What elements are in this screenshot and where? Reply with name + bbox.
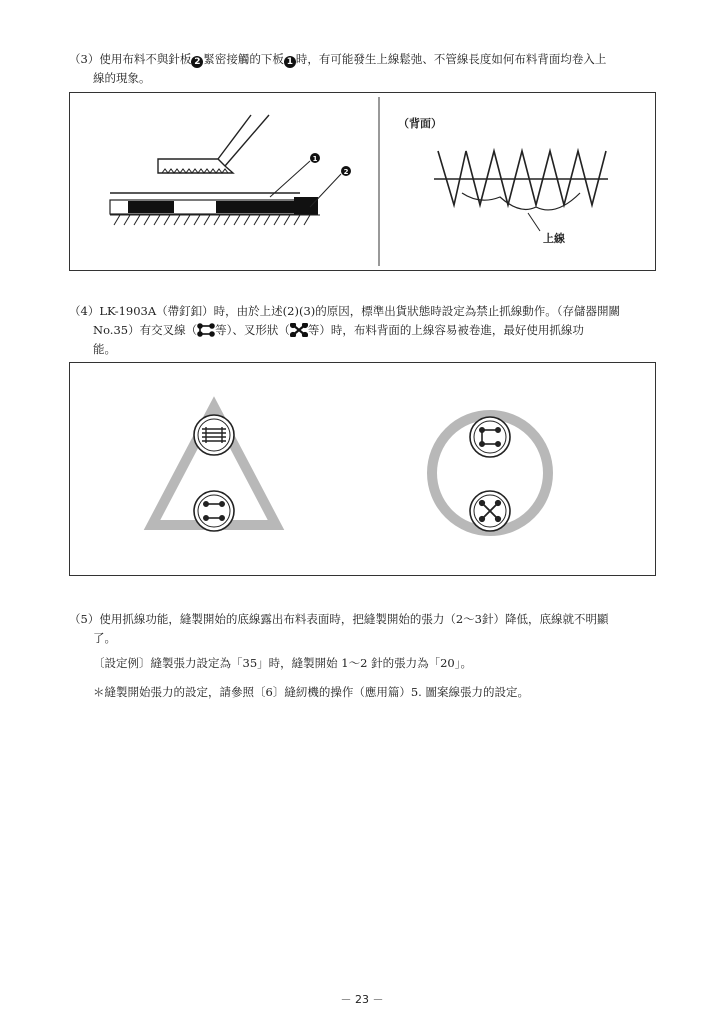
upper-thread-label: 上線 [543,232,565,245]
section5-number: （5） [69,612,100,626]
section4-paragraph [69,302,659,321]
button-bottom-left [194,491,234,531]
section4-figure [69,362,656,576]
callout-1 [270,161,310,197]
section3-paragraph [69,50,659,69]
callout-1-label: 1 [312,155,318,163]
section3-line2: 線的現象。 [93,71,151,85]
section4-number: （4） [69,304,100,318]
section5-line2: 了。 [93,631,116,645]
section4-line1: LK-1903A（帶釘釦）時，由於上述(2)(3)的原因，標準出貨狀態時設定為禁止抓線動作。（存儲器開關 [99,304,621,318]
needle-plate-drawing [110,197,320,225]
zigzag-stitch-drawing [434,151,608,231]
section4-line2-b: 等）、叉形狀（ [215,323,290,337]
back-side-label: （背面） [398,117,442,130]
section4-line2-a: No.35）有交叉線（ [93,323,198,337]
section3-text-b: 緊密接觸的下板 [203,52,284,66]
section3-figure [69,92,656,271]
section4-line2-c: 等）時，布料背面的上線容易被卷進，最好使用抓線功 [307,323,584,337]
marker-1: 1 [284,56,296,68]
section5-line1: 使用抓線功能，縫製開始的底線露出布料表面時，把縫製開始的張力（2～3針）降低，底線就不明顯 [99,612,609,626]
section5-paragraph [69,610,659,629]
marker-2: 2 [191,56,203,68]
setting-example: 〔設定例〕縫製張力設定為「35」時，縫製開始 1～2 針的張力為「20」。 [93,656,472,670]
presser-foot-drawing [110,115,300,193]
presser-foot-diagram [70,93,655,270]
button-top-left [194,415,234,455]
page-number: － 23 － [340,993,384,1006]
button-top-right [470,417,510,457]
section3-text-c: 時，有可能發生上線鬆弛、不管線長度如何布料背面均卷入上 [295,52,607,66]
tension-note: ＊縫製開始張力的設定，請參照〔6〕縫紉機的操作（應用篇）5. 圖案線張力的設定。 [93,685,529,699]
button-bottom-right [470,491,510,531]
section4-line3: 能。 [93,342,116,356]
callout-2-label: 2 [343,168,349,176]
section3-text-a: 使用布料不與針板 [99,52,192,66]
section3-number: （3） [69,52,100,66]
callout-2 [310,174,341,207]
button-stitch-comparison [70,363,655,575]
